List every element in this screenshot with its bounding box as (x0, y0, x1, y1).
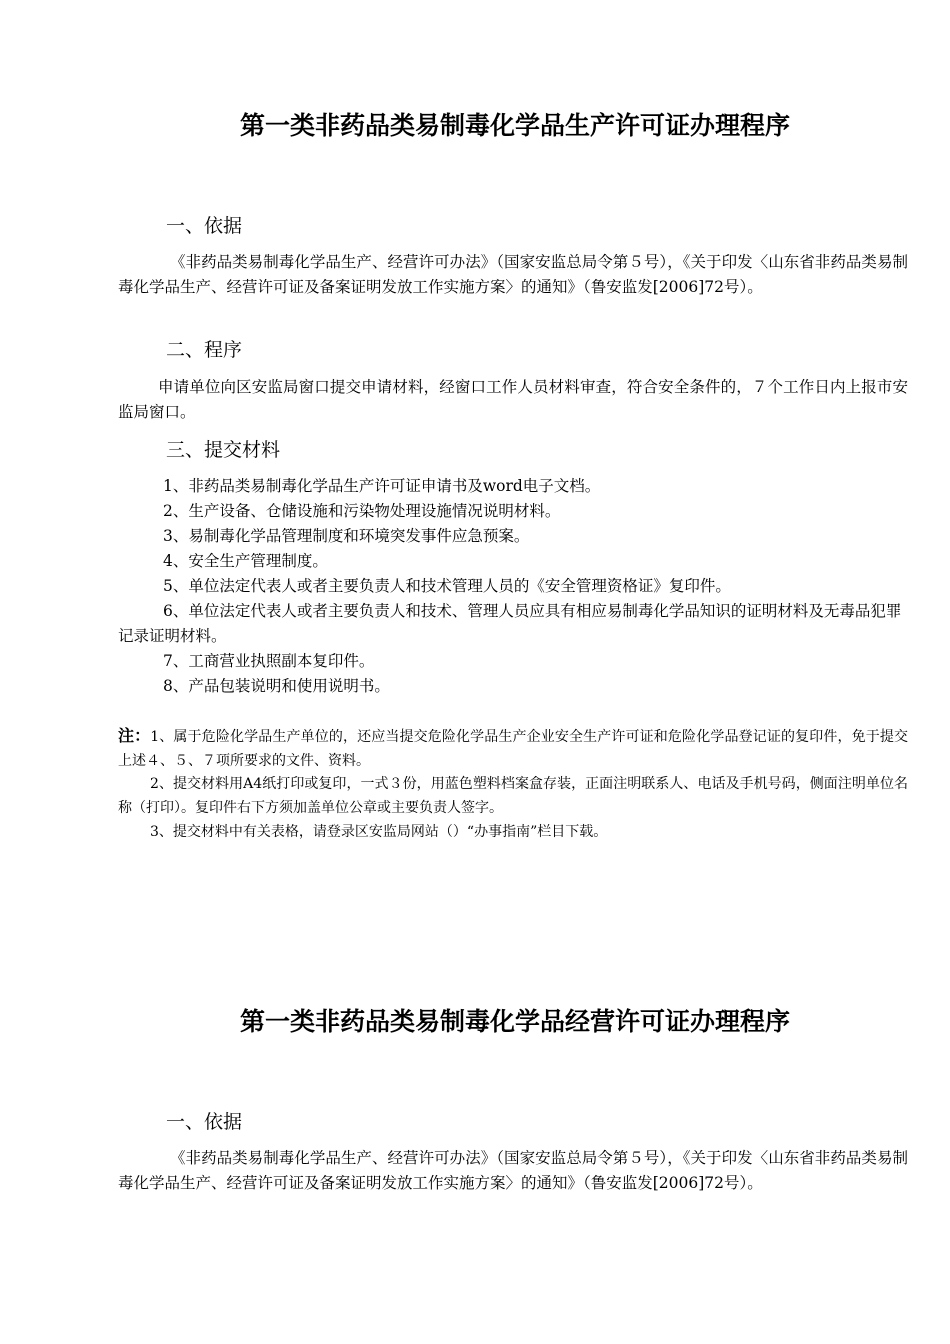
note-1 (118, 724, 908, 773)
note-text: 1、属于危险化学品生产单位的，还应当提交危险化学品生产企业安全生产许可证和危险化学品登记证的复印件，免于提交上述４、５、７项所要求的文件、资料。 (118, 729, 908, 769)
section2-basis-text: 《非药品类易制毒化学品生产、经营许可办法》（国家安监总局令第５号），《关于印发〈山东省非药品类易制毒化学品生产、经营许可证及备案证明发放工作实施方案〉的通知》（鲁安监发[2006]72号）。 (118, 1149, 908, 1192)
material-item: 4、安全生产管理制度。 (163, 552, 328, 570)
material-item: 2、生产设备、仓储设施和污染物处理设施情况说明材料。 (163, 502, 561, 520)
section1-procedure-heading: 二、程序 (166, 339, 243, 361)
material-item: 7、工商营业执照副本复印件。 (163, 652, 375, 670)
material-item: 3、易制毒化学品管理制度和环境突发事件应急预案。 (163, 527, 530, 545)
material-item: 6、单位法定代表人或者主要负责人和技术、管理人员应具有相应易制毒化学品知识的证明材料及无毒品犯罪记录证明材料。 (118, 602, 902, 645)
note-2: 2、提交材料用A4纸打印或复印，一式３份，用蓝色塑料档案盒存装，正面注明联系人、电话及手机号码，侧面注明单位名称（打印）。复印件右下方须加盖单位公章或主要负责人签字。 (118, 776, 908, 816)
material-item: 8、产品包装说明和使用说明书。 (163, 677, 390, 695)
section1-procedure-text: 申请单位向区安监局窗口提交申请材料，经窗口工作人员材料审查，符合安全条件的，７个工作日内上报市安监局窗口。 (118, 378, 908, 421)
material-item: 1、非药品类易制毒化学品生产许可证申请书及word电子文档。 (163, 477, 601, 495)
section2-basis-heading: 一、依据 (166, 1111, 243, 1133)
material-item: 5、单位法定代表人或者主要负责人和技术管理人员的《安全管理资格证》复印件。 (163, 577, 731, 595)
note-3: 3、提交材料中有关表格，请登录区安监局网站（）“办事指南”栏目下载。 (150, 824, 608, 840)
section1-basis-text: 《非药品类易制毒化学品生产、经营许可办法》（国家安监总局令第５号），《关于印发〈山东省非药品类易制毒化学品生产、经营许可证及备案证明发放工作实施方案〉的通知》（鲁安监发[2006]72号）。 (118, 253, 908, 296)
section1-materials-heading: 三、提交材料 (166, 439, 281, 461)
section2-title: 第一类非药品类易制毒化学品经营许可证办理程序 (239, 1007, 790, 1036)
section1-title: 第一类非药品类易制毒化学品生产许可证办理程序 (239, 111, 790, 140)
section1-basis-heading: 一、依据 (166, 215, 243, 237)
note-label: 注： (118, 726, 151, 745)
